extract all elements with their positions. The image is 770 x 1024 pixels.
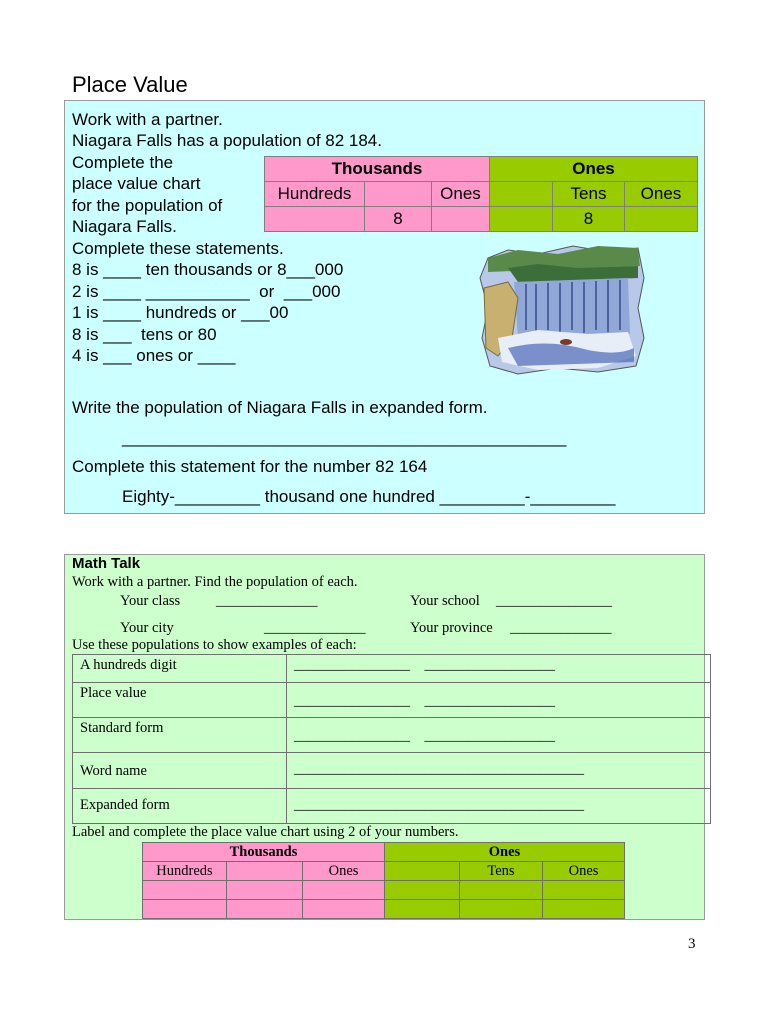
your-city-blank[interactable]: ______________ <box>264 620 366 636</box>
chart-cell[interactable] <box>460 881 543 900</box>
place-value-chart <box>264 156 698 232</box>
column-header: Hundreds <box>265 182 365 207</box>
blank-place-value-chart <box>142 842 625 919</box>
statement-line[interactable]: 4 is ___ ones or ____ <box>72 346 236 365</box>
instruction-line: Complete these statements. <box>72 239 284 258</box>
column-header: Ones <box>543 862 625 881</box>
chart-cell[interactable] <box>490 207 553 232</box>
chart-cell[interactable] <box>432 207 490 232</box>
math-talk-intro: Work with a partner. Find the population of each. <box>72 574 358 590</box>
row-label: Word name <box>73 753 287 789</box>
your-class-label: Your class <box>120 593 181 609</box>
chart-cell[interactable] <box>227 900 303 919</box>
thousands-group-header: Thousands <box>265 157 490 182</box>
column-header <box>490 182 553 207</box>
chart-cell[interactable] <box>460 900 543 919</box>
chart-cell[interactable]: 8 <box>553 207 625 232</box>
column-header: Ones <box>432 182 490 207</box>
chart-cell[interactable] <box>265 207 365 232</box>
statement-fill-line[interactable]: Eighty-_________ thousand one hundred _________-_________ <box>122 487 616 506</box>
statement-line[interactable]: 1 is ____ hundreds or ___00 <box>72 303 289 322</box>
chart-cell[interactable] <box>143 881 227 900</box>
column-header <box>227 862 303 881</box>
your-class-blank[interactable]: ______________ <box>216 593 318 609</box>
chart-cell[interactable] <box>303 881 385 900</box>
instruction-line: place value chart <box>72 174 201 193</box>
instruction-line: for the population of <box>72 196 223 215</box>
niagara-falls-illustration <box>478 238 646 376</box>
statement-line[interactable]: 2 is ____ ___________ or ___000 <box>72 282 341 301</box>
column-header: Hundreds <box>143 862 227 881</box>
row-answer-blank[interactable]: ________________________________________ <box>287 753 711 789</box>
column-header <box>365 182 432 207</box>
page-number: 3 <box>688 936 696 952</box>
ones-group-header: Ones <box>385 843 625 862</box>
expanded-form-answer-line[interactable]: _______________________________________________ <box>122 428 567 447</box>
your-school-label: Your school <box>410 593 480 609</box>
chart-cell[interactable] <box>625 207 698 232</box>
population-line: Niagara Falls has a population of 82 184. <box>72 131 382 150</box>
instruction-line: Work with a partner. <box>72 110 223 129</box>
row-answer-blank[interactable]: ________________________________________ <box>287 789 711 824</box>
chart-cell[interactable] <box>303 900 385 919</box>
thousands-group-header: Thousands <box>143 843 385 862</box>
chart-cell[interactable] <box>385 900 460 919</box>
row-answer-blank[interactable]: ________________ __________________ <box>287 718 711 753</box>
chart-cell[interactable] <box>543 881 625 900</box>
chart-cell[interactable]: 8 <box>365 207 432 232</box>
column-header: Ones <box>625 182 698 207</box>
your-province-label: Your province <box>410 620 493 636</box>
column-header <box>385 862 460 881</box>
statement-prompt: Complete this statement for the number 82 164 <box>72 457 428 476</box>
row-label: Expanded form <box>73 789 287 824</box>
use-populations-text: Use these populations to show examples of each: <box>72 637 357 653</box>
column-header: Ones <box>303 862 385 881</box>
ones-group-header: Ones <box>490 157 698 182</box>
page-title: Place Value <box>72 72 188 97</box>
chart-cell[interactable] <box>227 881 303 900</box>
chart-cell[interactable] <box>385 881 460 900</box>
your-province-blank[interactable]: ______________ <box>510 620 612 636</box>
row-label: Standard form <box>73 718 287 753</box>
chart-cell[interactable] <box>143 900 227 919</box>
instruction-line: Complete the <box>72 153 174 172</box>
expanded-form-prompt: Write the population of Niagara Falls in expanded form. <box>72 398 488 417</box>
math-talk-heading: Math Talk <box>72 555 141 572</box>
examples-table <box>72 654 711 824</box>
chart-cell[interactable] <box>543 900 625 919</box>
your-school-blank[interactable]: ________________ <box>496 593 612 609</box>
row-answer-blank[interactable]: ________________ __________________ <box>287 655 711 683</box>
statement-line[interactable]: 8 is ___ tens or 80 <box>72 325 217 344</box>
label-chart-instruction: Label and complete the place value chart using 2 of your numbers. <box>72 824 459 840</box>
row-label: A hundreds digit <box>73 655 287 683</box>
statement-line[interactable]: 8 is ____ ten thousands or 8___000 <box>72 260 344 279</box>
row-label: Place value <box>73 683 287 718</box>
row-answer-blank[interactable]: ________________ __________________ <box>287 683 711 718</box>
your-city-label: Your city <box>120 620 174 636</box>
column-header: Tens <box>460 862 543 881</box>
instruction-line: Niagara Falls. <box>72 217 177 236</box>
column-header: Tens <box>553 182 625 207</box>
